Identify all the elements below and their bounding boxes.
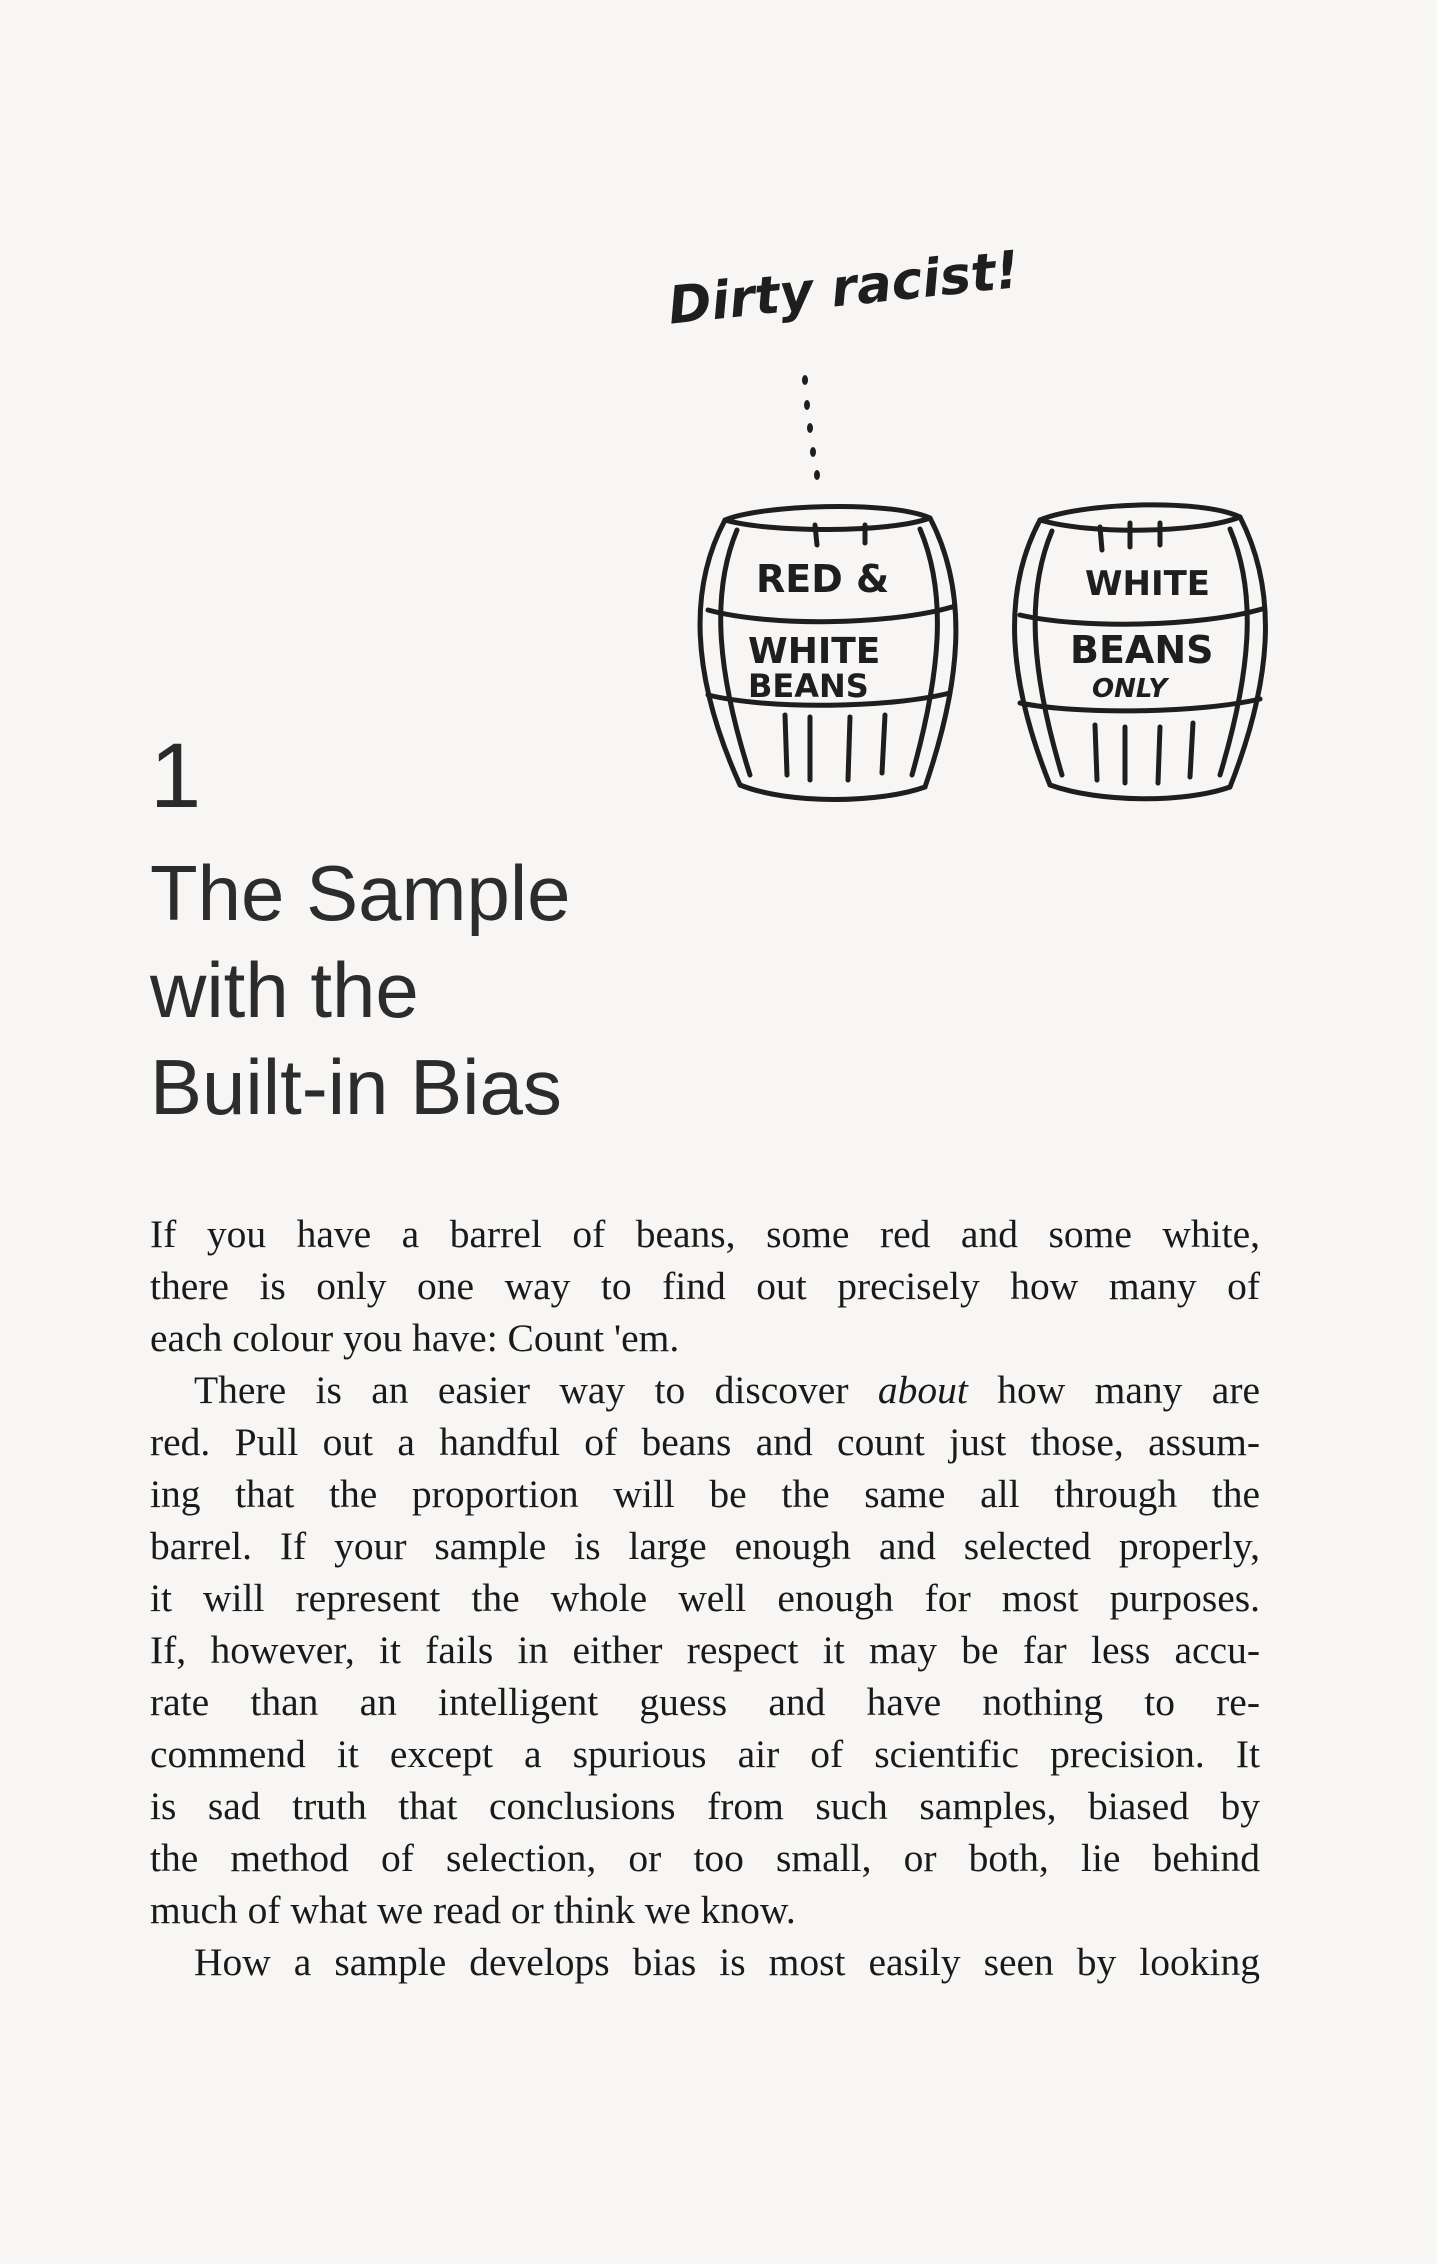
- chapter-title-line-1: The Sample: [150, 849, 571, 937]
- text-line: If you have a barrel of beans, some red and some white,: [150, 1212, 1260, 1256]
- emphasis-about: about: [877, 1368, 968, 1412]
- chapter-title: [150, 845, 710, 1136]
- barrel-left-line-1: RED &: [756, 557, 890, 601]
- text-line: the method of selection, or too small, or both, lie behind: [150, 1836, 1260, 1880]
- text-line: rate than an intelligent guess and have nothing to re-: [150, 1680, 1260, 1724]
- text-segment: how many are: [997, 1368, 1261, 1412]
- paragraph-1: [150, 1208, 1260, 1364]
- paragraph-2: [150, 1364, 1260, 1936]
- text-segment: There is an easier way to discover: [194, 1368, 849, 1412]
- text-line: it will represent the whole well enough for most purposes.: [150, 1576, 1260, 1620]
- text-line: [150, 1364, 1260, 1416]
- barrel-left-line-2: WHITE: [748, 631, 881, 672]
- chapter-title-line-2: with the: [150, 946, 419, 1034]
- barrel-right-line-1: WHITE: [1085, 564, 1211, 604]
- paragraph-3: [150, 1936, 1260, 1988]
- barrel-right-line-3: ONLY: [1092, 674, 1168, 704]
- text-line: each colour you have: Count 'em.: [150, 1316, 680, 1360]
- text-line: commend it except a spurious air of scientific precision. It: [150, 1732, 1260, 1776]
- barrels-drawing: [640, 215, 1280, 815]
- chapter-number: 1: [150, 725, 202, 827]
- body-text: [150, 1208, 1260, 1988]
- text-line: barrel. If your sample is large enough and selected properly,: [150, 1524, 1260, 1568]
- text-line: ing that the proportion will be the same all through the: [150, 1472, 1260, 1516]
- text-line: is sad truth that conclusions from such samples, biased by: [150, 1784, 1260, 1828]
- text-line: red. Pull out a handful of beans and count just those, assum-: [150, 1420, 1260, 1464]
- text-line: How a sample develops bias is most easily seen by looking: [194, 1940, 1260, 1984]
- speech-dots: [802, 375, 820, 480]
- illustration-caption: Dirty racist!: [665, 240, 1023, 337]
- text-line: there is only one way to find out precisely how many of: [150, 1264, 1260, 1308]
- barrel-left-line-3: BEANS: [748, 667, 869, 705]
- barrel-right-line-2: BEANS: [1070, 628, 1214, 672]
- barrels-illustration: [640, 215, 1280, 815]
- text-line: much of what we read or think we know.: [150, 1888, 796, 1932]
- chapter-title-line-3: Built-in Bias: [150, 1043, 562, 1131]
- text-line: If, however, it fails in either respect it may be far less accu-: [150, 1628, 1260, 1672]
